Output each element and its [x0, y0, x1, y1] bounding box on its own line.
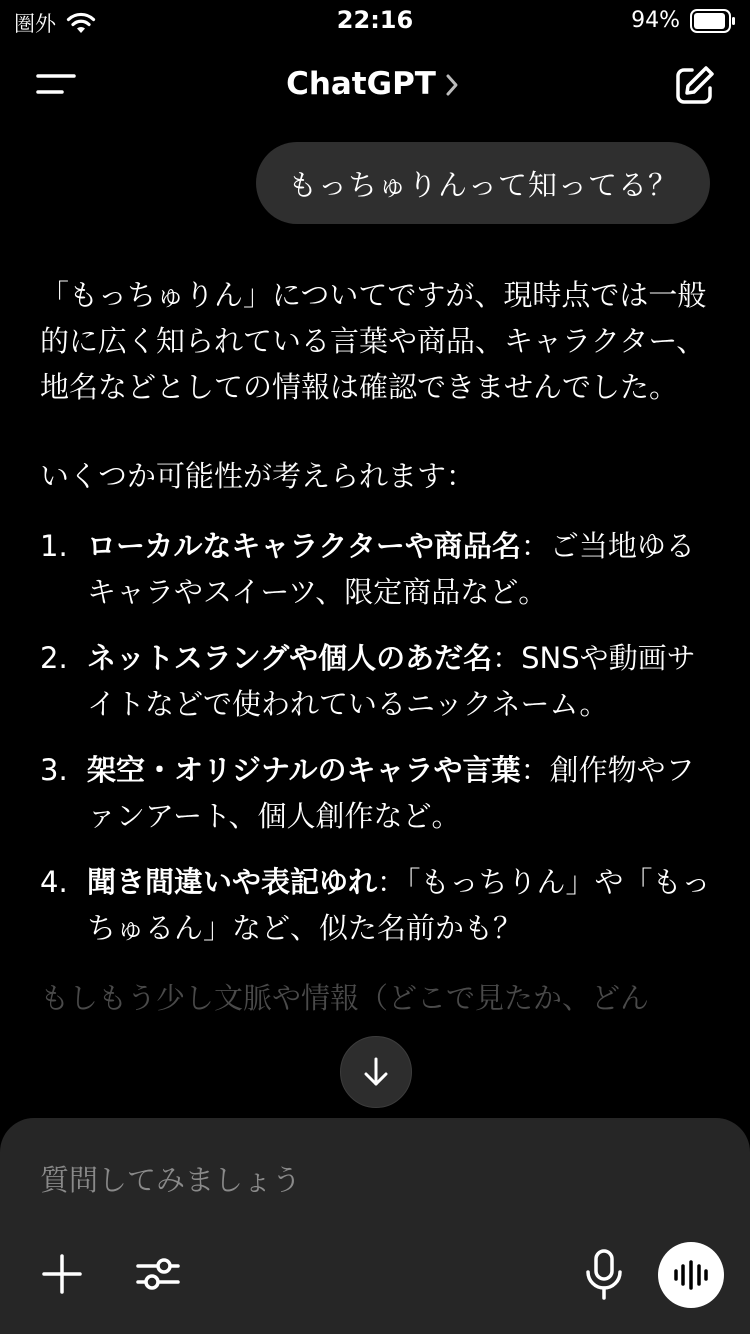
- status-bar: [0, 0, 750, 42]
- message-input[interactable]: [40, 1156, 640, 1204]
- scroll-to-bottom-button[interactable]: [340, 1036, 412, 1108]
- list-item-number: 2.: [40, 641, 68, 675]
- assistant-message: [40, 272, 712, 1021]
- microphone-button[interactable]: [582, 1248, 626, 1302]
- status-time: 22:16: [336, 6, 414, 34]
- assistant-intro: 「もっちゅりん」についてですが、現時点では一般的に広く知られている言葉や商品、キャラクター、地名などとしての情報は確認できませんでした。: [40, 278, 707, 404]
- list-item-title: ネットスラングや個人のあだ名: [87, 641, 493, 675]
- user-message-text: もっちゅりんって知ってる？: [287, 167, 678, 202]
- list-item-text: ：ご当地ゆるキャラやスイーツ、限定商品など。: [87, 529, 695, 609]
- carrier-label: 圏外: [14, 12, 56, 36]
- nav-bar: [0, 50, 750, 120]
- model-selector-title[interactable]: ChatGPT: [286, 66, 436, 102]
- list-item-title: ローカルなキャラクターや商品名: [87, 529, 521, 563]
- battery-icon: [690, 9, 736, 33]
- list-item: [40, 747, 712, 839]
- attach-button[interactable]: [40, 1252, 84, 1296]
- user-message-bubble: [256, 142, 710, 224]
- list-item-text: ：「もっちりん」や「もっちゅるん」など、似た名前かも？: [87, 865, 711, 945]
- new-chat-button[interactable]: [672, 64, 716, 108]
- possibility-list: [40, 523, 712, 951]
- status-right: [631, 8, 736, 33]
- list-item-number: 3.: [40, 753, 68, 787]
- list-item-number: 1.: [40, 529, 68, 563]
- list-item-number: 4.: [40, 865, 68, 899]
- composer: [0, 1118, 750, 1334]
- waveform-icon: [672, 1260, 710, 1290]
- list-item: [40, 523, 712, 615]
- arrow-down-icon: [361, 1056, 391, 1088]
- assistant-trailing-text: もしもう少し文脈や情報（どこで見たか、どん: [40, 981, 650, 1015]
- assistant-lead: いくつか可能性が考えられます：: [40, 459, 476, 493]
- chevron-right-icon[interactable]: [444, 72, 460, 98]
- list-item-title: 架空・オリジナルのキャラや言葉: [87, 753, 521, 787]
- list-item-text: ：SNSや動画サイトなどで使われているニックネーム。: [87, 641, 696, 721]
- voice-mode-button[interactable]: [658, 1242, 724, 1308]
- list-item: [40, 635, 712, 727]
- battery-percent: 94%: [631, 8, 680, 33]
- list-item-text: ：創作物やファンアート、個人創作など。: [87, 753, 695, 833]
- list-item: [40, 859, 712, 951]
- list-item-title: 聞き間違いや表記ゆれ: [87, 865, 378, 899]
- tools-button[interactable]: [134, 1250, 182, 1298]
